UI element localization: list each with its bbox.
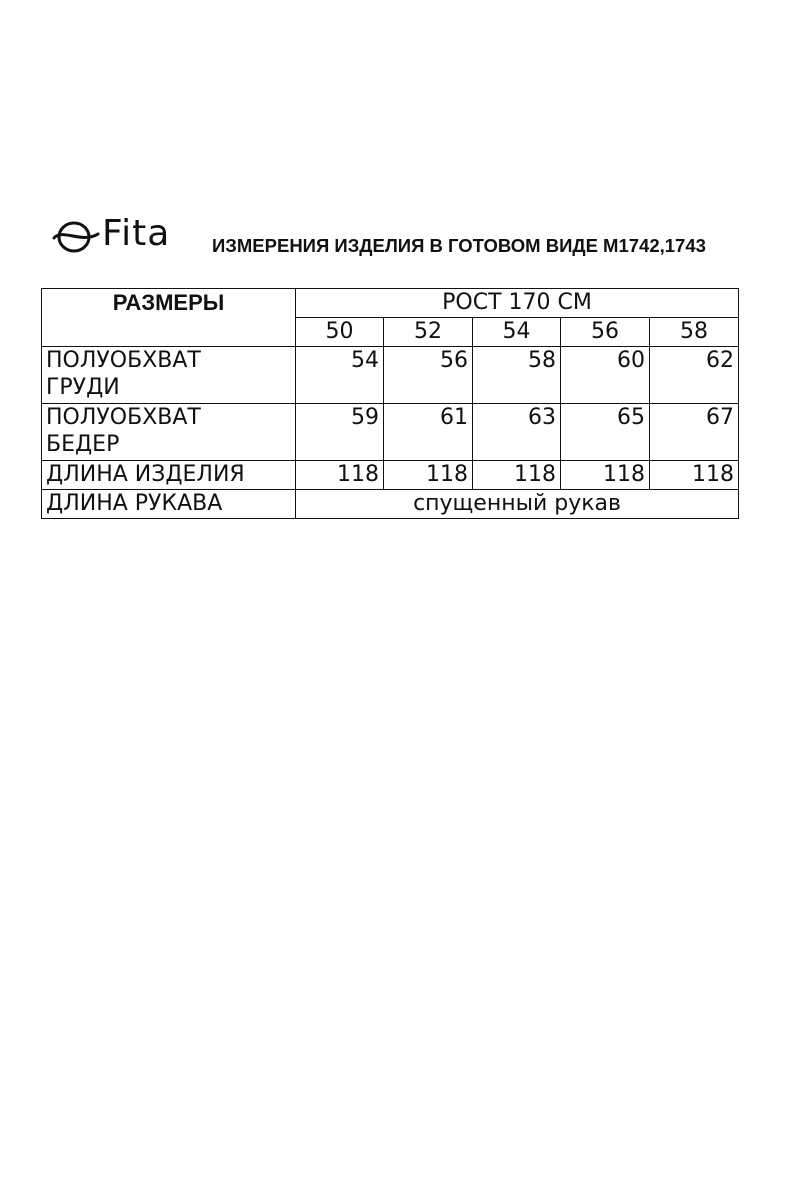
brand-logo-text: Fita [102, 213, 171, 254]
table-cell: 54 [296, 347, 384, 404]
table-cell: 118 [473, 461, 561, 490]
fita-theta-logo-icon [52, 216, 100, 256]
page-header [52, 212, 752, 272]
row-label-line: ПОЛУОБХВАТ [46, 405, 201, 430]
size-header-cell: 56 [561, 318, 650, 347]
table-cell: 56 [384, 347, 473, 404]
table-cell: 118 [296, 461, 384, 490]
table-row-hips [42, 404, 739, 461]
row-label [42, 347, 296, 404]
size-header-cell: 54 [473, 318, 561, 347]
corner-label: РАЗМЕРЫ [42, 289, 296, 347]
table-cell: 60 [561, 347, 650, 404]
row-label: ДЛИНА ИЗДЕЛИЯ [42, 461, 296, 490]
sleeve-value-cell: спущенный рукав [296, 490, 739, 519]
row-label-line: БЕДЕР [46, 432, 120, 457]
row-label: ДЛИНА РУКАВА [42, 490, 296, 519]
table-row-length [42, 461, 739, 490]
table-row-sleeve [42, 490, 739, 519]
table-cell: 118 [650, 461, 739, 490]
size-header-cell: 58 [650, 318, 739, 347]
row-label-line: ПОЛУОБХВАТ [46, 348, 201, 373]
table-cell: 118 [561, 461, 650, 490]
table-cell: 61 [384, 404, 473, 461]
row-label-line: ГРУДИ [46, 375, 120, 400]
table-cell: 58 [473, 347, 561, 404]
table-cell: 118 [384, 461, 473, 490]
size-header-cell: 52 [384, 318, 473, 347]
size-chart-table [41, 288, 739, 519]
table-header-row [42, 289, 739, 318]
table-cell: 59 [296, 404, 384, 461]
table-cell: 63 [473, 404, 561, 461]
table-cell: 67 [650, 404, 739, 461]
table-cell: 65 [561, 404, 650, 461]
brand-logo [52, 212, 192, 262]
row-label [42, 404, 296, 461]
size-header-cell: 50 [296, 318, 384, 347]
table-cell: 62 [650, 347, 739, 404]
height-label: РОСТ 170 СМ [296, 289, 739, 318]
document-title: ИЗМЕРЕНИЯ ИЗДЕЛИЯ В ГОТОВОМ ВИДЕ М1742,1743 [212, 235, 706, 256]
table-row-chest [42, 347, 739, 404]
